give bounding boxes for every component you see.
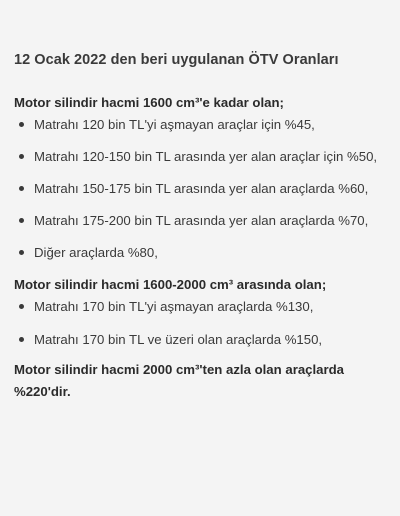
- article-title: 12 Ocak 2022 den beri uygulanan ÖTV Oranları: [14, 52, 339, 68]
- bullet-icon: [19, 122, 24, 127]
- bullet-icon: [19, 250, 24, 255]
- bullet-icon: [19, 337, 24, 342]
- list-item-text: Diğer araçlarda %80,: [34, 245, 158, 260]
- list-item: [14, 114, 388, 135]
- list-item-text: Matrahı 175-200 bin TL arasında yer alan araçlarda %70,: [34, 213, 369, 228]
- list-item-text: Matrahı 170 bin TL'yi aşmayan araçlarda %130,: [34, 299, 314, 314]
- list-item: [14, 146, 388, 167]
- section-heading-1600-2000: Motor silindir hacmi 1600-2000 cm³ arasında olan;: [14, 277, 327, 292]
- list-item-text: Matrahı 150-175 bin TL arasında yer alan araçlarda %60,: [34, 181, 369, 196]
- rate-list-up-to-1600: [14, 114, 388, 263]
- list-item: [14, 210, 388, 231]
- bullet-icon: [19, 304, 24, 309]
- list-item: [14, 296, 388, 317]
- list-item: [14, 242, 388, 263]
- bullet-icon: [19, 218, 24, 223]
- list-item: [14, 178, 388, 199]
- rate-list-1600-2000: [14, 296, 388, 350]
- list-item-text: Matrahı 120-150 bin TL arasında yer alan araçlar için %50,: [34, 149, 378, 164]
- section-heading-up-to-1600: Motor silindir hacmi 1600 cm³'e kadar olan;: [14, 95, 284, 110]
- list-item-text: Matrahı 120 bin TL'yi aşmayan araçlar için %45,: [34, 117, 315, 132]
- list-item-text: Matrahı 170 bin TL ve üzeri olan araçlarda %150,: [34, 332, 323, 347]
- bullet-icon: [19, 186, 24, 191]
- bullet-icon: [19, 154, 24, 159]
- list-item: [14, 329, 388, 350]
- section-heading-over-2000: Motor silindir hacmi 2000 cm³'ten azla olan araçlarda %220'dir.: [14, 362, 345, 399]
